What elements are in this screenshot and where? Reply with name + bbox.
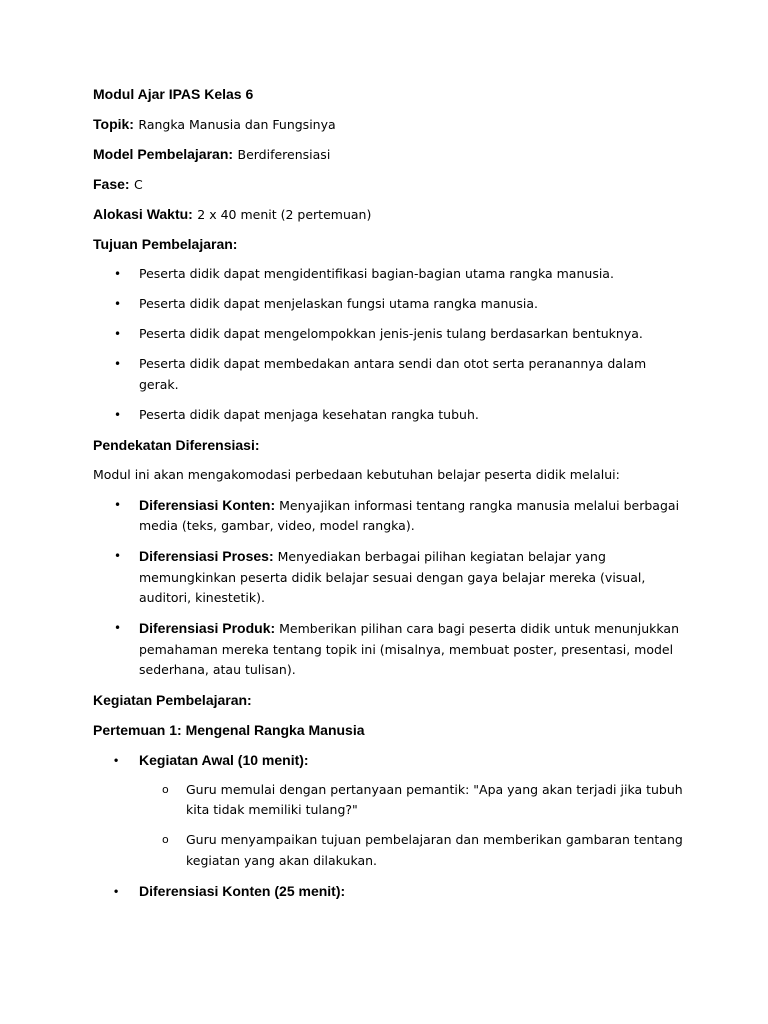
list-item bbox=[93, 546, 683, 609]
kegiatan-awal-sublist bbox=[93, 780, 683, 872]
section-heading-pertemuan-1: Pertemuan 1: Mengenal Rangka Manusia bbox=[93, 722, 365, 738]
document-page bbox=[93, 84, 683, 910]
list-item-text: Peserta didik dapat menjaga kesehatan rangka tubuh. bbox=[139, 406, 479, 422]
list-item bbox=[93, 354, 683, 395]
meta-model-pembelajaran bbox=[93, 144, 683, 164]
list-item bbox=[93, 618, 683, 681]
document-title: Modul Ajar IPAS Kelas 6 bbox=[93, 86, 254, 102]
list-item-label: Kegiatan Awal (10 menit): bbox=[139, 752, 309, 768]
bullet-icon: • bbox=[114, 497, 122, 512]
sub-list-item-text: Guru menyampaikan tujuan pembelajaran dan memberikan gambaran tentang kegiatan yang akan dilakukan. bbox=[186, 832, 683, 868]
list-item bbox=[93, 264, 683, 285]
meta-value: Rangka Manusia dan Fungsinya bbox=[138, 117, 336, 132]
bullet-icon: • bbox=[114, 753, 119, 767]
section-heading-kegiatan: Kegiatan Pembelajaran: bbox=[93, 692, 252, 708]
list-item-label: Diferensiasi Produk: bbox=[139, 620, 276, 636]
list-item bbox=[93, 324, 683, 345]
list-item-text: Peserta didik dapat mengidentifikasi bagian-bagian utama rangka manusia. bbox=[139, 266, 614, 281]
list-item-label: Diferensiasi Proses: bbox=[139, 548, 274, 564]
bullet-icon: • bbox=[114, 357, 122, 371]
list-item bbox=[93, 495, 683, 537]
sub-list-item bbox=[93, 780, 683, 821]
meta-fase bbox=[93, 174, 683, 194]
pendekatan-intro: Modul ini akan mengakomodasi perbedaan kebutuhan belajar peserta didik melalui: bbox=[93, 466, 620, 482]
section-heading-tujuan: Tujuan Pembelajaran: bbox=[93, 236, 238, 252]
meta-label: Topik: bbox=[93, 116, 134, 132]
circle-bullet-icon: o bbox=[162, 782, 169, 796]
list-item-text: Peserta didik dapat mengelompokkan jenis-jenis tulang berdasarkan bentuknya. bbox=[139, 326, 643, 341]
list-item-text: Menyediakan berbagai pilihan kegiatan belajar yang memungkinkan peserta didik belajar sesuai dengan gaya belajar mereka (visual, auditori, kinestetik). bbox=[139, 549, 646, 605]
meta-label: Alokasi Waktu: bbox=[93, 206, 193, 222]
circle-bullet-icon: o bbox=[162, 833, 169, 846]
meta-label: Fase: bbox=[93, 176, 130, 192]
list-item bbox=[93, 405, 683, 426]
list-item-text: Peserta didik dapat menjelaskan fungsi utama rangka manusia. bbox=[139, 296, 538, 311]
list-item-diferensiasi-konten bbox=[93, 881, 683, 901]
bullet-icon: • bbox=[114, 267, 122, 281]
meta-value: 2 x 40 menit (2 pertemuan) bbox=[197, 207, 372, 222]
bullet-icon: • bbox=[114, 407, 122, 422]
list-item-label: Diferensiasi Konten (25 menit): bbox=[139, 882, 346, 899]
list-item-kegiatan-awal bbox=[93, 750, 683, 770]
sub-list-item-text: Guru memulai dengan pertanyaan pemantik: "Apa yang akan terjadi jika tubuh kita tidak memiliki tulang?" bbox=[186, 781, 683, 817]
meta-alokasi-waktu bbox=[93, 204, 683, 224]
pendekatan-list bbox=[93, 495, 683, 681]
list-item-text: Menyajikan informasi tentang rangka manusia melalui berbagai media (teks, gambar, video, model rangka). bbox=[139, 497, 680, 533]
meta-topik bbox=[93, 114, 683, 134]
list-item-text: Peserta didik dapat membedakan antara sendi dan otot serta peranannya dalam gerak. bbox=[139, 356, 647, 392]
meta-value: Berdiferensiasi bbox=[237, 147, 331, 162]
sub-list-item bbox=[93, 830, 683, 871]
pertemuan-1-list bbox=[93, 750, 683, 770]
bullet-icon: • bbox=[114, 883, 119, 898]
list-item-text: Memberikan pilihan cara bagi peserta didik untuk menunjukkan pemahaman mereka tentang topik ini (misalnya, membuat poster, presentasi, model sederhana, atau tulisan). bbox=[139, 621, 679, 677]
bullet-icon: • bbox=[114, 621, 122, 635]
list-item-label: Diferensiasi Konten: bbox=[139, 496, 276, 513]
pertemuan-1-list-continued bbox=[93, 881, 683, 901]
bullet-icon: • bbox=[114, 327, 122, 341]
list-item bbox=[93, 294, 683, 315]
bullet-icon: • bbox=[114, 297, 122, 311]
meta-label: Model Pembelajaran: bbox=[93, 146, 234, 162]
tujuan-list bbox=[93, 264, 683, 425]
meta-value: C bbox=[134, 177, 143, 192]
bullet-icon: • bbox=[114, 549, 122, 563]
section-heading-pendekatan: Pendekatan Diferensiasi: bbox=[93, 436, 260, 453]
